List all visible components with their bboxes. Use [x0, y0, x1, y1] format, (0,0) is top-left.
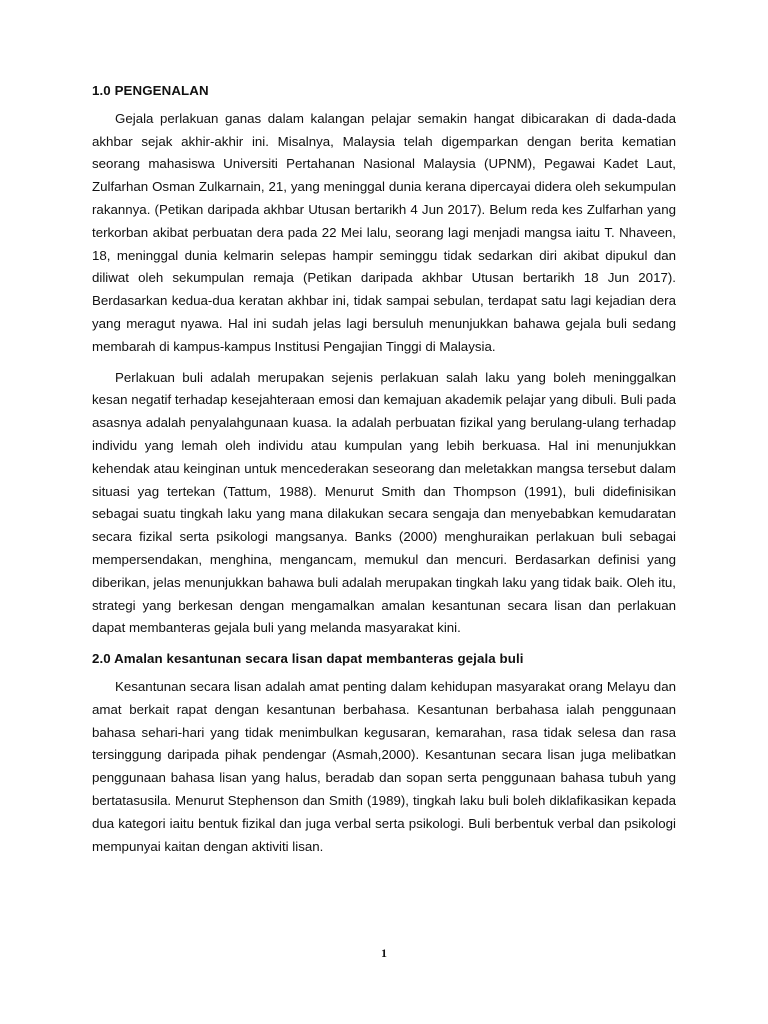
- section-heading: 2.0 Amalan kesantunan secara lisan dapat membanteras gejala buli: [92, 651, 524, 667]
- section-pengenalan: [92, 80, 676, 640]
- section-heading: 1.0 PENGENALAN: [92, 83, 209, 98]
- section-amalan-kesantunan: [92, 648, 676, 858]
- page-content: [92, 80, 676, 866]
- paragraph: Gejala perlakuan ganas dalam kalangan pelajar semakin hangat dibicarakan di dada-dada akhbar sejak akhir-akhir ini. Misalnya, Malaysia telah digemparkan dengan berita kematian seorang mahasiswa Universiti Pertahanan Nasional Malaysia (UPNM), Pegawai Kadet Laut, Zulfarhan Osman Zulkarnain, 21, yang meninggal dunia kerana dipercayai didera oleh sekumpulan rakannya. (Petikan daripada akhbar Utusan bertarikh 4 Jun 2017). Belum reda kes Zulfarhan yang terkorban akibat perbuatan dera pada 22 Mei lalu, seorang lagi menjadi mangsa iaitu T. Nhaveen, 18, meninggal dunia kelmarin selepas hampir seminggu tidak sedarkan diri akibat dipukul dan diliwat oleh sekumpulan remaja (Petikan daripada akhbar Utusan bertarikh 18 Jun 2017). Berdasarkan kedua-dua keratan akhbar ini, tidak sampai sebulan, terdapat satu lagi kejadian dera yang meragut nyawa. Hal ini sudah jelas lagi bersuluh menunjukkan bahawa gejala buli sedang membarah di kampus-kampus Institusi Pengajian Tinggi di Malaysia.: [92, 110, 676, 354]
- page-number: 1: [381, 946, 387, 960]
- paragraph: Kesantunan secara lisan adalah amat penting dalam kehidupan masyarakat orang Melayu dan amat berkait rapat dengan kesantunan berbahasa. Kesantunan berbahasa ialah penggunaan bahasa sehari-hari yang tidak menimbulkan kegusaran, kemarahan, rasa tidak selesa dan rasa tersinggung daripada pihak pendengar (Asmah,2000). Kesantunan secara lisan juga melibatkan penggunaan bahasa lisan yang halus, beradab dan sopan serta penggunaan bahasa tubuh yang bertatasusila. Menurut Stephenson dan Smith (1989), tingkah laku buli boleh diklafikasikan kepada dua kategori iaitu bentuk fizikal dan juga verbal serta psikologi. Buli berbentuk verbal dan psikologi mempunyai kaitan dengan aktiviti lisan.: [92, 678, 676, 854]
- paragraph: Perlakuan buli adalah merupakan sejenis perlakuan salah laku yang boleh meninggalkan kesan negatif terhadap kesejahteraan emosi dan kemajuan akademik pelajar yang dibuli. Buli pada asasnya adalah penyalahgunaan kuasa. Ia adalah perbuatan fizikal yang berulang-ulang terhadap individu yang lemah oleh individu atau kumpulan yang lebih berkuasa. Hal ini menunjukkan kehendak atau keinginan untuk mencederakan seseorang dan meletakkan mangsa tersebut dalam situasi yag tertekan (Tattum, 1988). Menurut Smith dan Thompson (1991), buli didefinisikan sebagai suatu tingkah laku yang mana dilakukan secara sengaja dan menyebabkan kemudaratan secara fizikal serta psikologi mangsanya. Banks (2000) menghuraikan perlakuan buli sebagai mempersendakan, menghina, mengancam, memukul dan mencuri. Berdasarkan definisi yang diberikan, jelas menunjukkan bahawa buli adalah merupakan tingkah laku yang tidak baik. Oleh itu, strategi yang berkesan dengan mengamalkan amalan kesantunan secara lisan dan perlakuan dapat membanteras gejala buli yang melanda masyarakat kini.: [92, 369, 676, 636]
